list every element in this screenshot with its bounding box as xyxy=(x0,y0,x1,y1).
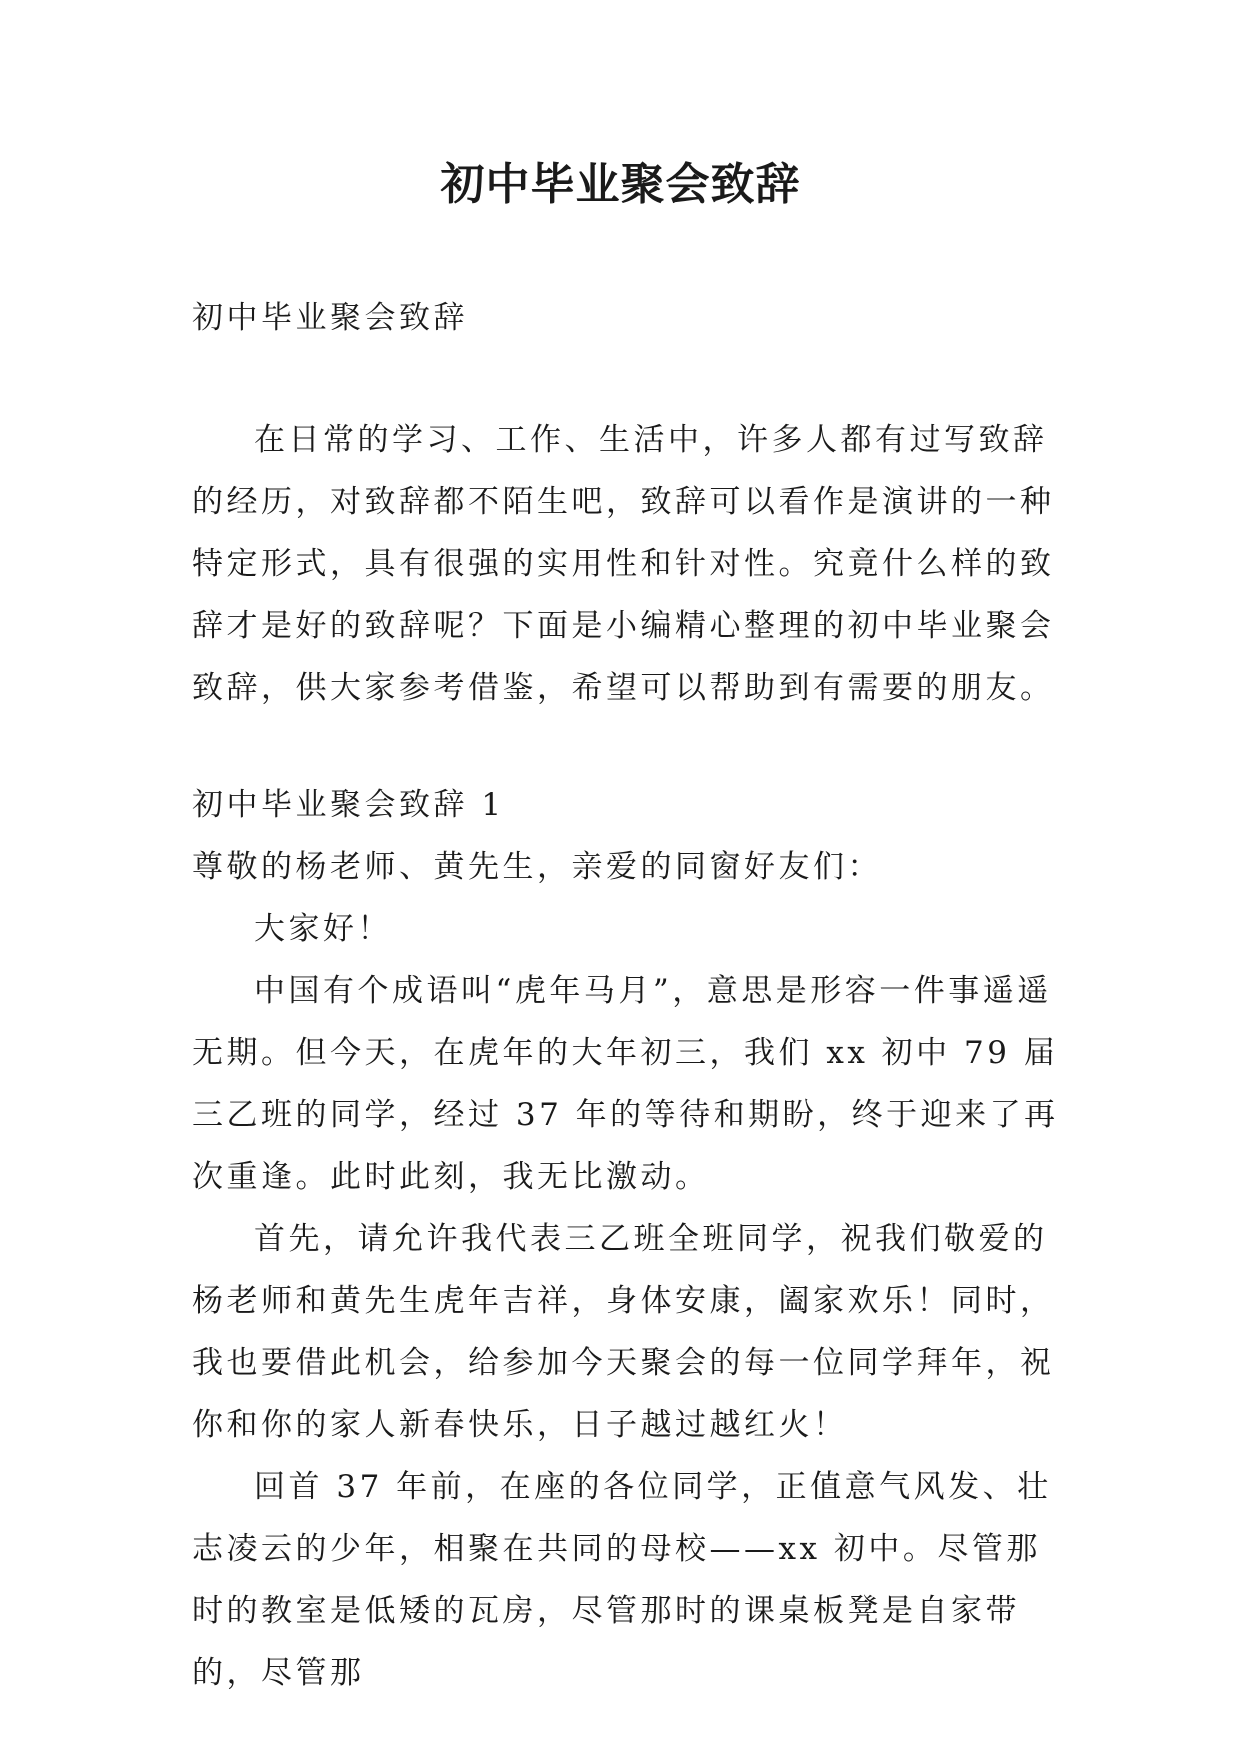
salutation: 尊敬的杨老师、黄先生，亲爱的同窗好友们： xyxy=(192,849,882,885)
greeting: 大家好！ xyxy=(254,911,392,947)
body-paragraph: 中国有个成语叫“虎年马月”，意思是形容一件事遥遥无期。但今天，在虎年的大年初三，我们 xx 初中 79 届三乙班的同学，经过 37 年的等待和期盼，终于迎来了再次重逢。此时此刻，我无比激动。 xyxy=(192,973,1059,1195)
document-title: 初中毕业聚会致辞 xyxy=(440,159,801,210)
spacer xyxy=(192,719,1062,774)
document-subtitle: 初中毕业聚会致辞 xyxy=(192,300,468,336)
body-paragraph: 回首 37 年前，在座的各位同学，正值意气风发、壮志凌云的少年，相聚在共同的母校——xx 初中。尽管那时的教室是低矮的瓦房，尽管那时的课桌板凳是自家带的，尽管那 xyxy=(192,1469,1052,1691)
intro-paragraph: 在日常的学习、工作、生活中，许多人都有过写致辞的经历，对致辞都不陌生吧，致辞可以看作是演讲的一种特定形式，具有很强的实用性和针对性。究竟什么样的致辞才是好的致辞呢？下面是小编精心整理的初中毕业聚会致辞，供大家参考借鉴，希望可以帮助到有需要的朋友。 xyxy=(192,422,1055,706)
spacer xyxy=(192,349,1062,409)
section-heading: 初中毕业聚会致辞 1 xyxy=(192,787,505,823)
body-paragraph: 首先，请允许我代表三乙班全班同学，祝我们敬爱的杨老师和黄先生虎年吉祥，身体安康，阖家欢乐！同时，我也要借此机会，给参加今天聚会的每一位同学拜年，祝你和你的家人新春快乐，日子越过越红火！ xyxy=(192,1221,1055,1443)
document-body xyxy=(192,287,1062,1704)
